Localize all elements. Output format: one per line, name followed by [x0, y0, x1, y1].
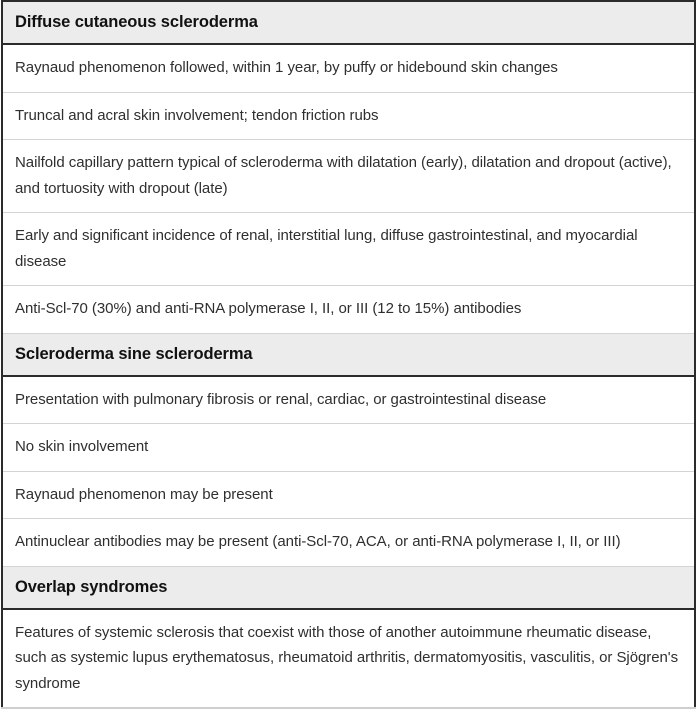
table-row: [2, 519, 695, 567]
row-text-cell: [2, 519, 695, 567]
row-text-cell: [2, 286, 695, 334]
row-text-cell: [2, 609, 695, 709]
table-row: [2, 92, 695, 140]
row-text-cell: [2, 213, 695, 286]
row-text: Truncal and acral skin involvement; tendon friction rubs: [15, 106, 379, 124]
section-heading-cell: [2, 1, 695, 44]
row-text: No skin involvement: [15, 438, 149, 455]
row-text-cell: [2, 471, 695, 519]
section-heading-cell: [2, 333, 695, 376]
row-text: Presentation with pulmonary fibrosis or renal, cardiac, or gastrointestinal disease: [15, 390, 547, 408]
row-text: Features of systemic sclerosis that coexist with those of another autoimmune rheumatic disease, such as systemic lupus erythematosus, rheumatoid arthritis, dermatomyositis, vasculitis, or Sjögren's syndrome: [15, 623, 679, 692]
table-body: [2, 1, 695, 708]
row-text-cell: [2, 44, 695, 92]
section-heading-text: Overlap syndromes: [15, 577, 168, 596]
row-text-cell: [2, 376, 695, 424]
section-heading-text: Scleroderma sine scleroderma: [15, 344, 253, 363]
row-text-cell: [2, 140, 695, 213]
table-row: [2, 286, 695, 334]
row-text: Raynaud phenomenon may be present: [15, 485, 273, 503]
row-text-cell: [2, 92, 695, 140]
row-text: Raynaud phenomenon followed, within 1 year, by puffy or hidebound skin changes: [15, 59, 558, 76]
table-row: [2, 140, 695, 213]
table-row: [2, 213, 695, 286]
section-header-row-scleroderma-sine-scleroderma: [2, 333, 695, 376]
row-text: Early and significant incidence of renal, interstitial lung, diffuse gastrointestinal, and myocardial disease: [15, 227, 638, 270]
row-text: Nailfold capillary pattern typical of scleroderma with dilatation (early), dilatation and dropout (active), and tortuosity with dropout (late): [15, 154, 672, 197]
section-header-row-diffuse-cutaneous-scleroderma: [2, 1, 695, 44]
section-header-row-overlap-syndromes: [2, 566, 695, 609]
row-text: Anti-Scl-70 (30%) and anti-RNA polymerase I, II, or III (12 to 15%) antibodies: [15, 300, 522, 317]
table-row: [2, 609, 695, 709]
row-text: Antinuclear antibodies may be present (anti-Scl-70, ACA, or anti-RNA polymerase I, II, or III): [15, 533, 621, 550]
clinical-subsets-table: [1, 0, 696, 709]
table-row: [2, 376, 695, 424]
table-row: [2, 471, 695, 519]
table-row: [2, 44, 695, 92]
table-row: [2, 424, 695, 472]
section-heading-cell: [2, 566, 695, 609]
section-heading-text: Diffuse cutaneous scleroderma: [15, 13, 258, 31]
row-text-cell: [2, 424, 695, 472]
